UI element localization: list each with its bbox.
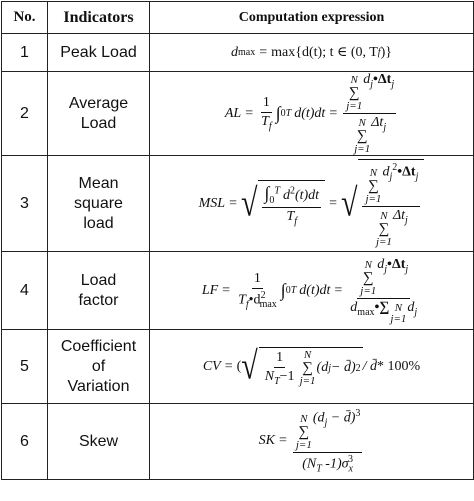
- table-row: [2, 252, 474, 330]
- indicator-name: Coefficient of Variation: [48, 330, 150, 404]
- expression-coefficient-of-variation: CV = ( √ $\frac{1}{N_T-1}$ N ∑ j=1 (d j − d̄) 2 / d̄ * 100%: [150, 330, 474, 404]
- expression-load-factor: LF = $\frac{1}{T_f•d^2_{max}}$ ∫ 0 T d(t)dt = N ∑ j=1 $d_j•\Delta t_j$ $d_{max}•\sum$ N j=1 $d_j$: [150, 252, 474, 330]
- table-row: [2, 330, 474, 404]
- indicator-name: Mean square load: [48, 156, 150, 252]
- table-row: [2, 72, 474, 156]
- row-number: 4: [2, 252, 48, 330]
- indicators-table: [1, 1, 474, 480]
- expression-skew: SK = N ∑ j=1 ($d_j$ − d̄)$^3$ ($N_T$ $-1)\sigma_x^3$: [150, 404, 474, 480]
- table-row: [2, 404, 474, 480]
- indicator-name: Peak Load: [48, 34, 150, 72]
- row-number: 2: [2, 72, 48, 156]
- expression-average-load: AL = $\frac{1}{T_f}$ ∫ 0 T d(t)dt = N ∑ j=1 $d_j•\Delta t_j$ N ∑ j=1 $\Delta t_j$: [150, 72, 474, 156]
- row-number: 5: [2, 330, 48, 404]
- header-indicators: Indicators: [48, 2, 150, 34]
- header-row: [2, 2, 474, 34]
- row-number: 3: [2, 156, 48, 252]
- row-number: 6: [2, 404, 48, 480]
- expression-mean-square-load: MSL = √ $\frac{\int_0^T d^2(t)dt}{T_f}$ = √ N ∑ j=1 $d_j^2•\Delta t_j$ N ∑ j=1 $\Delta t_j$: [150, 156, 474, 252]
- row-number: 1: [2, 34, 48, 72]
- indicator-name: Average Load: [48, 72, 150, 156]
- header-no: No.: [2, 2, 48, 34]
- indicator-name: Load factor: [48, 252, 150, 330]
- header-expression: Computation expression: [150, 2, 474, 34]
- indicator-name: Skew: [48, 404, 150, 480]
- table-row: [2, 34, 474, 72]
- table-row: [2, 156, 474, 252]
- expression-peak-load: d max = max{d(t); t ∈ (0, T f )}: [150, 34, 474, 72]
